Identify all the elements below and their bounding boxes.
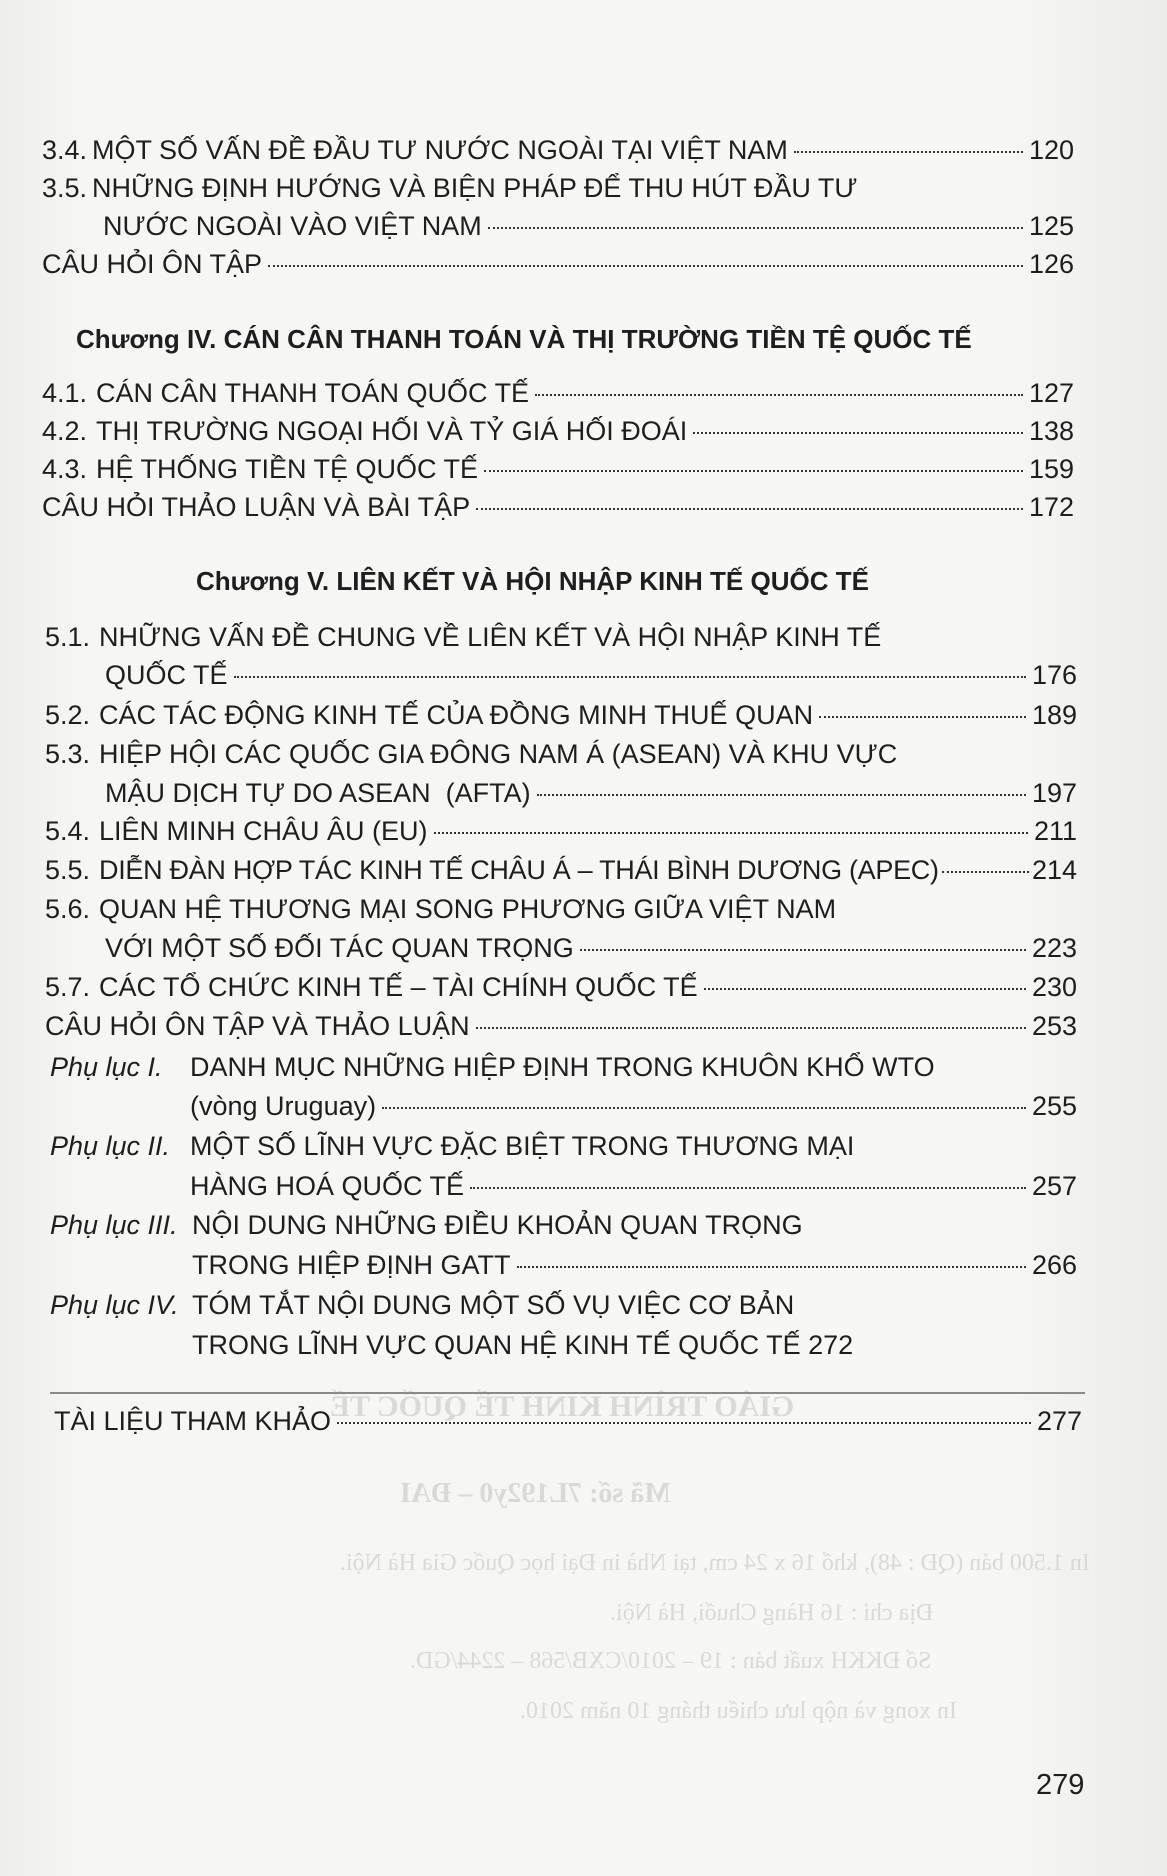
toc-entry-title-cont: QUỐC TẾ [105, 660, 228, 690]
divider-rule [50, 1392, 1085, 1394]
toc-entry-5-3-cont [105, 776, 1077, 810]
toc-entry-title: QUAN HỆ THƯƠNG MẠI SONG PHƯƠNG GIỮA VIỆT NAM [99, 894, 837, 924]
toc-entry-page: 253 [1031, 1011, 1077, 1041]
dot-leader [484, 470, 1023, 472]
toc-entry-title: NHỮNG VẤN ĐỀ CHUNG VỀ LIÊN KẾT VÀ HỘI NHẬP KINH TẾ [99, 622, 882, 652]
toc-entry-page: 176 [1031, 660, 1077, 690]
toc-entry-number: 5.3. [45, 739, 91, 769]
appendix-label: Phụ lục IV. [50, 1290, 179, 1320]
dot-leader [382, 1107, 1026, 1109]
toc-entry-page: 126 [1028, 249, 1074, 279]
toc-entry-5-4 [45, 814, 1077, 848]
toc-entry-5-2 [45, 698, 1077, 732]
toc-appendix-4-cont [192, 1328, 1077, 1362]
toc-entry-title: CÁC TÁC ĐỘNG KINH TẾ CỦA ĐỒNG MINH THUẾ QUAN [99, 700, 814, 730]
toc-entry-number: 5.6. [45, 894, 91, 924]
toc-entry-title-cont: HÀNG HOÁ QUỐC TẾ [190, 1171, 465, 1201]
show-through-print-1: In 1.500 bản (QĐ : 48), khổ 16 x 24 cm, tại Nhà in Đại học Quốc Gia Hà Nội. [340, 1550, 1090, 1576]
dot-leader [535, 394, 1023, 396]
toc-entry-title-cont: MẬU DỊCH TỰ DO ASEAN (AFTA) [105, 778, 531, 808]
toc-entry-3-5 [42, 171, 1074, 205]
dot-leader [234, 676, 1026, 678]
toc-entry-page: 138 [1028, 416, 1074, 446]
toc-appendix-1-cont [190, 1089, 1077, 1123]
toc-entry-number: 3.4. [42, 135, 88, 165]
toc-entry-review-3 [42, 247, 1074, 281]
toc-entry-5-1 [45, 620, 1077, 654]
toc-entry-title: HỆ THỐNG TIỀN TỆ QUỐC TẾ [96, 454, 479, 484]
toc-appendix-2-cont [190, 1169, 1077, 1203]
toc-entry-page: 214 [1031, 855, 1077, 885]
dot-leader [693, 432, 1023, 434]
dot-leader [470, 1187, 1026, 1189]
toc-entry-title: CÁN CÂN THANH TOÁN QUỐC TẾ [96, 378, 530, 408]
toc-entry-page: 125 [1028, 211, 1074, 241]
toc-entry-5-6 [45, 892, 1077, 926]
toc-entry-title: MỘT SỐ VẤN ĐỀ ĐẦU TƯ NƯỚC NGOÀI TẠI VIỆT NAM [92, 135, 788, 165]
toc-entry-page: 277 [1036, 1406, 1082, 1436]
toc-entry-page: 189 [1031, 700, 1077, 730]
toc-entry-page: 230 [1031, 972, 1077, 1002]
page-number: 279 [1036, 1769, 1085, 1801]
toc-entry-number: 5.2. [45, 700, 91, 730]
toc-references [54, 1404, 1082, 1438]
toc-entry-title: DANH MỤC NHỮNG HIỆP ĐỊNH TRONG KHUÔN KHỔ WTO [190, 1052, 935, 1082]
toc-entry-page: 257 [1031, 1171, 1077, 1201]
toc-entry-title: LIÊN MINH CHÂU ÂU (EU) [99, 816, 428, 846]
show-through-title: GIÁO TRÌNH KINH TẾ QUỐC TẾ [330, 1390, 795, 1423]
toc-entry-4-1 [42, 376, 1074, 410]
appendix-label: Phụ lục I. [50, 1052, 163, 1082]
toc-entry-number: 4.3. [42, 454, 88, 484]
toc-entry-title: NỘI DUNG NHỮNG ĐIỀU KHOẢN QUAN TRỌNG [192, 1210, 803, 1240]
toc-entry-5-7 [45, 970, 1077, 1004]
toc-entry-title: DIỄN ĐÀN HỢP TÁC KINH TẾ CHÂU Á – THÁI BÌNH DƯƠNG (APEC) [99, 855, 939, 885]
toc-entry-4-2 [42, 414, 1074, 448]
show-through-code: Mã số: 7L192y0 – ĐAI [400, 1478, 671, 1509]
show-through-print-2: Địa chỉ : 16 Hàng Chuối, Hà Nội. [610, 1600, 934, 1626]
toc-appendix-3-cont [192, 1248, 1077, 1282]
toc-entry-page: 266 [1031, 1250, 1077, 1280]
toc-entry-number: 5.5. [45, 855, 91, 885]
toc-entry-title: THỊ TRƯỜNG NGOẠI HỐI VÀ TỶ GIÁ HỐI ĐOÁI [96, 416, 688, 446]
dot-leader [517, 1266, 1026, 1268]
toc-entry-title: CÂU HỎI ÔN TẬP [42, 249, 263, 279]
toc-appendix-2 [50, 1129, 1077, 1163]
toc-appendix-1 [50, 1050, 1077, 1084]
toc-entry-title-cont: VỚI MỘT SỐ ĐỐI TÁC QUAN TRỌNG [105, 933, 574, 963]
toc-entry-title: CÂU HỎI THẢO LUẬN VÀ BÀI TẬP [42, 492, 471, 522]
toc-entry-title: CÂU HỎI ÔN TẬP VÀ THẢO LUẬN [45, 1011, 470, 1041]
dot-leader [476, 1027, 1026, 1029]
toc-entry-page: 159 [1028, 454, 1074, 484]
toc-entry-page: 127 [1028, 378, 1074, 408]
toc-entry-review-5 [45, 1009, 1077, 1043]
toc-entry-title: HIỆP HỘI CÁC QUỐC GIA ĐÔNG NAM Á (ASEAN) VÀ KHU VỰC [99, 739, 898, 769]
toc-entry-title-cont: (vòng Uruguay) [190, 1091, 377, 1121]
toc-entry-title-cont: TRONG LĨNH VỰC QUAN HỆ KINH TẾ QUỐC TẾ 272 [192, 1330, 854, 1360]
toc-entry-3-4 [42, 133, 1074, 167]
toc-entry-number: 5.4. [45, 816, 91, 846]
toc-entry-title-cont: TRONG HIỆP ĐỊNH GATT [192, 1250, 511, 1280]
toc-entry-page: 223 [1031, 933, 1077, 963]
dot-leader [337, 1422, 1031, 1424]
toc-entry-page: 172 [1028, 492, 1074, 522]
dot-leader [580, 949, 1026, 951]
toc-entry-title: NHỮNG ĐỊNH HƯỚNG VÀ BIỆN PHÁP ĐỂ THU HÚT ĐẦU TƯ [92, 173, 858, 203]
toc-entry-number: 4.2. [42, 416, 88, 446]
show-through-print-3: Số ĐKKH xuất bản : 19 – 2010/CXB/568 – 2244/GD. [410, 1648, 932, 1674]
show-through-print-4: In xong và nộp lưu chiểu tháng 10 năm 2010. [520, 1698, 957, 1724]
toc-entry-number: 5.1. [45, 622, 91, 652]
dot-leader [434, 832, 1028, 834]
toc-entry-page: 211 [1033, 816, 1077, 846]
toc-entry-5-6-cont [105, 931, 1077, 965]
dot-leader [942, 871, 1029, 873]
toc-entry-5-1-cont [105, 658, 1077, 692]
dot-leader [476, 508, 1023, 510]
chapter-5-heading: Chương V. LIÊN KẾT VÀ HỘI NHẬP KINH TẾ QUỐC TẾ [196, 566, 869, 596]
appendix-label: Phụ lục II. [50, 1131, 171, 1161]
toc-entry-title: TÀI LIỆU THAM KHẢO [54, 1406, 332, 1436]
toc-entry-review-4 [42, 490, 1074, 524]
dot-leader [537, 794, 1026, 796]
toc-entry-title: MỘT SỐ LĨNH VỰC ĐẶC BIỆT TRONG THƯƠNG MẠI [190, 1131, 855, 1161]
dot-leader [488, 227, 1023, 229]
toc-entry-title: TÓM TẮT NỘI DUNG MỘT SỐ VỤ VIỆC CƠ BẢN [192, 1290, 795, 1320]
dot-leader [268, 265, 1023, 267]
toc-entry-title: CÁC TỔ CHỨC KINH TẾ – TÀI CHÍNH QUỐC TẾ [99, 972, 698, 1002]
toc-entry-number: 5.7. [45, 972, 91, 1002]
dot-leader [794, 151, 1023, 153]
toc-entry-5-5 [45, 853, 1077, 887]
toc-appendix-4 [50, 1288, 1077, 1322]
appendix-label: Phụ lục III. [50, 1210, 178, 1240]
toc-entry-number: 4.1. [42, 378, 88, 408]
toc-entry-title-cont: NƯỚC NGOÀI VÀO VIỆT NAM [103, 211, 482, 241]
dot-leader [819, 716, 1026, 718]
dot-leader [704, 988, 1026, 990]
toc-entry-5-3 [45, 737, 1077, 771]
toc-entry-page: 120 [1028, 135, 1074, 165]
toc-entry-page: 197 [1031, 778, 1077, 808]
toc-entry-3-5-cont [103, 209, 1074, 243]
toc-appendix-3 [50, 1208, 1077, 1242]
toc-entry-number: 3.5. [42, 173, 88, 203]
toc-entry-4-3 [42, 452, 1074, 486]
chapter-4-heading: Chương IV. CÁN CÂN THANH TOÁN VÀ THỊ TRƯỜNG TIỀN TỆ QUỐC TẾ [76, 324, 972, 354]
toc-entry-page: 255 [1031, 1091, 1077, 1121]
